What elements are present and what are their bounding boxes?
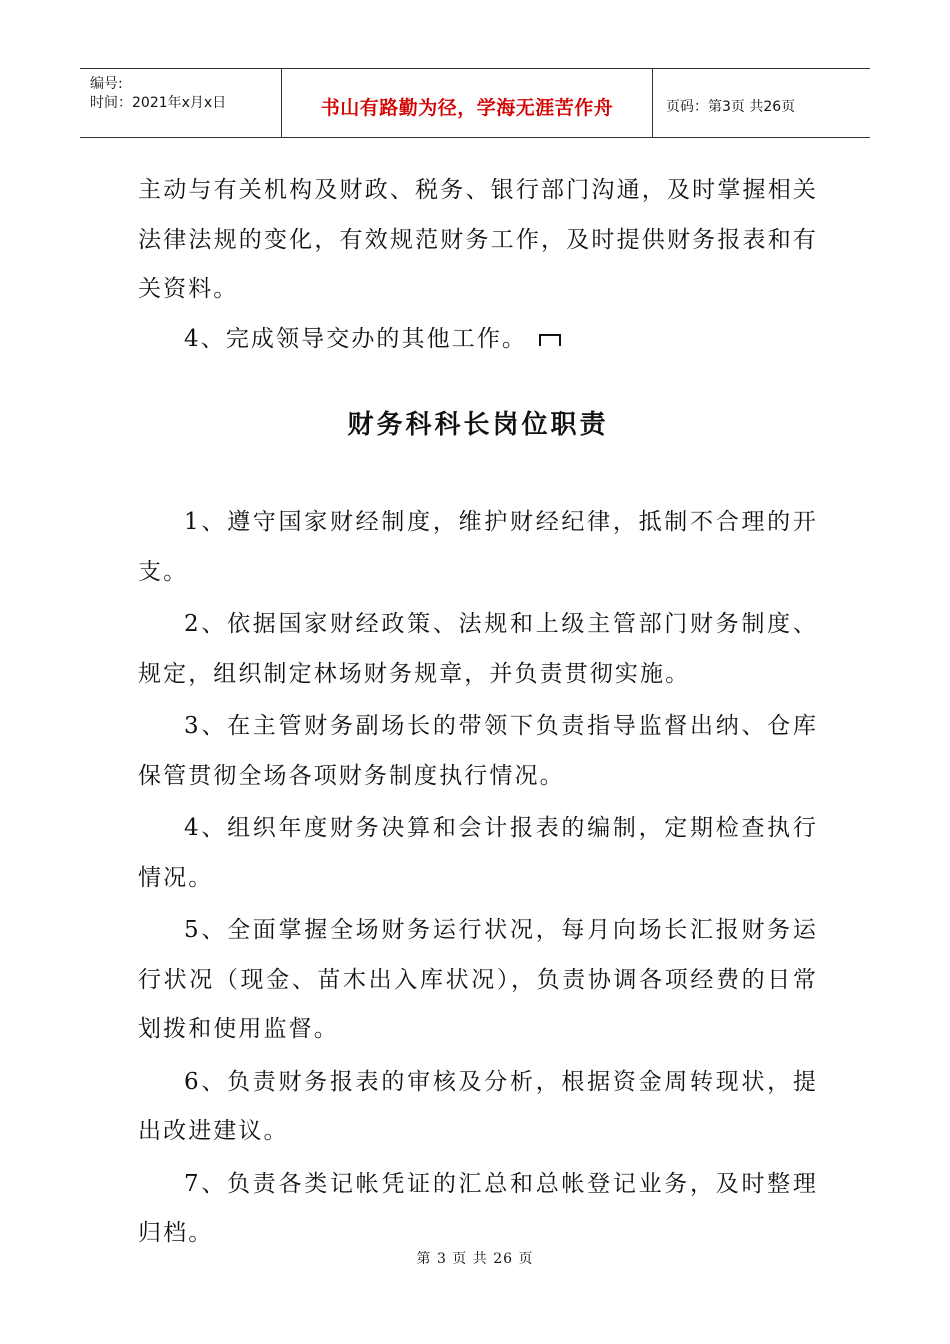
duty-item-3: 3、在主管财务副场长的带领下负责指导监督出纳、仓库保管贯彻全场各项财务制度执行情况。 bbox=[138, 713, 818, 789]
header-motto: 书山有路勤为径，学海无涯苦作舟 bbox=[281, 69, 653, 137]
previous-item-4 bbox=[138, 315, 818, 365]
continuation-paragraph: 主动与有关机构及财政、税务、银行部门沟通，及时掌握相关法律法规的变化，有效规范财务工作，及时提供财务报表和有关资料。 bbox=[138, 177, 818, 302]
duty-item-1: 1、遵守国家财经制度，维护财经纪律，抵制不合理的开支。 bbox=[138, 509, 818, 585]
bracket-mark-icon bbox=[539, 334, 561, 346]
previous-item-4-text: 4、完成领导交办的其他工作。 bbox=[184, 325, 528, 352]
duty-item-5: 5、全面掌握全场财务运行状况，每月向场长汇报财务运行状况（现金、苗木出入库状况），负责协调各项经费的日常划拨和使用监督。 bbox=[138, 917, 818, 1042]
page-footer: 第 3 页 共 26 页 bbox=[416, 1251, 534, 1267]
section-title: 财务科科长岗位职责 bbox=[347, 410, 609, 440]
duty-item-4: 4、组织年度财务决算和会计报表的编制，定期检查执行情况。 bbox=[138, 815, 818, 891]
document-body bbox=[138, 166, 818, 1259]
duty-item-7: 7、负责各类记帐凭证的汇总和总帐登记业务，及时整理归档。 bbox=[138, 1170, 818, 1246]
time-label: 时间：2021年x月x日 bbox=[90, 95, 227, 111]
header-meta bbox=[80, 69, 280, 137]
duty-item-6: 6、负责财务报表的审核及分析，根据资金周转现状，提出改进建议。 bbox=[138, 1068, 818, 1144]
duty-item-2: 2、依据国家财经政策、法规和上级主管部门财务制度、规定，组织制定林场财务规章，并负责贯彻实施。 bbox=[138, 611, 818, 687]
header-page-info: 页码：第3页 共26页 bbox=[666, 99, 796, 115]
page-header bbox=[80, 68, 870, 138]
number-label: 编号: bbox=[90, 76, 123, 92]
